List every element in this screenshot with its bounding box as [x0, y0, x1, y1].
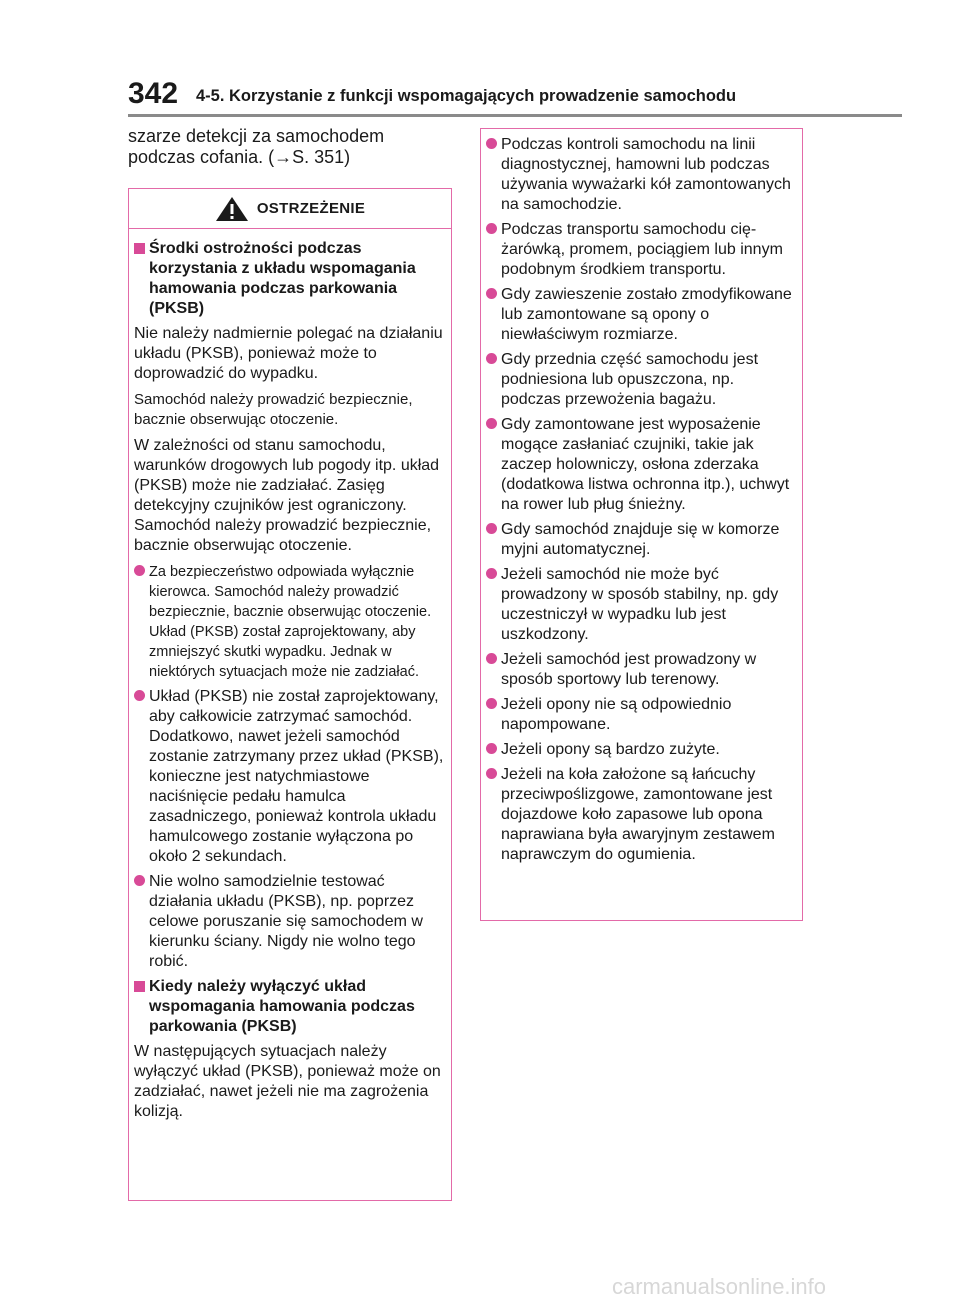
paragraph: Samochód należy prowadzić bezpiecznie, bacznie obserwując otoczenie. — [134, 391, 413, 428]
warning-heading-2 — [134, 977, 446, 1037]
list-item-text: Gdy zamontowane jest wyposażenie mogące zasłaniać czujniki, takie jak zaczep holowniczy, osłona zderzaka (dodatkowa listwa ochronna itp.), uchwyt na rower lub pług śnieżny. — [501, 416, 790, 513]
list-item — [134, 872, 446, 972]
round-bullet-icon — [486, 653, 497, 664]
round-bullet-icon — [486, 223, 497, 234]
watermark: carmanualsonline.info — [612, 1274, 827, 1299]
list-item-text: Jeżeli opony nie są odpowiednio napompowane. — [501, 696, 732, 733]
round-bullet-icon — [486, 138, 497, 149]
list-item — [486, 135, 797, 215]
list-item — [486, 650, 797, 690]
warning-header — [129, 189, 451, 229]
list-item — [486, 350, 797, 410]
list-item-text: Jeżeli samochód nie może być prowadzony w sposób stabilny, np. gdy uczestniczył w wypadku lub jest uszkodzony. — [501, 566, 779, 643]
intro-line-1: szarze detekcji za samochodem — [128, 126, 385, 146]
list-item — [134, 687, 446, 867]
paragraph: W zależności od stanu samochodu, warunków drogowych lub pogody itp. układ (PKSB) może nie zadziałać. Zasięg detekcyjny czujników jest ograniczony. Samochód należy prowadzić bezpiecznie, bacznie obserwując otoczenie. — [134, 437, 440, 554]
warning-title: OSTRZEŻENIE — [256, 200, 366, 217]
intro-text — [128, 126, 450, 168]
round-bullet-icon — [134, 875, 145, 886]
list-item-text: Gdy zawieszenie zostało zmodyfikowane lub zamontowane są opony o niewłaściwym rozmiarze. — [501, 286, 792, 343]
round-bullet-icon — [486, 698, 497, 709]
round-bullet-icon — [134, 690, 145, 701]
warning-heading-1 — [134, 239, 446, 319]
list-item-text: Gdy samochód znajduje się w komorze myjni automatycznej. — [501, 521, 780, 558]
round-bullet-icon — [486, 743, 497, 754]
conditions-box — [480, 128, 803, 921]
square-bullet-icon — [134, 243, 145, 254]
warning-triangle-icon — [215, 196, 249, 222]
list-item-text: Układ (PKSB) nie został zaprojektowany, aby całkowicie zatrzymać samochód. Dodatkowo, nawet jeżeli samochód zostanie zatrzymany przez układ (PKSB), konieczne jest natychmiastowe naciśnięcie pedału hamulca zasadniczego, ponieważ kontrola układu hamulcowego zostanie wyłączona po około 2 sekundach. — [149, 688, 444, 865]
paragraph: Nie należy nadmiernie polegać na działaniu układu (PKSB), ponieważ może to doprowadzić do wypadku. — [134, 325, 443, 382]
round-bullet-icon — [486, 568, 497, 579]
list-item-text: Jeżeli samochód jest prowadzony w sposób sportowy lub terenowy. — [501, 651, 757, 688]
list-item — [486, 415, 797, 515]
list-item — [486, 285, 797, 345]
round-bullet-icon — [486, 768, 497, 779]
round-bullet-icon — [486, 353, 497, 364]
list-item-text: Podczas transportu samochodu ciężarówką, promem, pociągiem lub innym podobnym środkiem transportu. — [501, 221, 783, 278]
list-item — [486, 695, 797, 735]
page-header — [128, 78, 902, 118]
paragraph: W następujących sytuacjach należy wyłączyć układ (PKSB), ponieważ może on zadziałać, nawet jeżeli nie ma zagrożenia kolizją. — [134, 1043, 441, 1120]
section-title: 4-5. Korzystanie z funkcji wspomagających prowadzenie samochodu — [196, 87, 737, 105]
heading-text: Kiedy należy wyłączyć układ wspomagania hamowania podczas parkowania (PKSB) — [149, 978, 415, 1035]
header-divider — [128, 114, 902, 117]
list-item — [134, 562, 446, 682]
square-bullet-icon — [134, 981, 145, 992]
list-item — [486, 765, 797, 865]
round-bullet-icon — [134, 565, 145, 576]
round-bullet-icon — [486, 288, 497, 299]
list-item-text: Nie wolno samodzielnie testować działania układu (PKSB), np. poprzez celowe poruszanie się samochodem w kierunku ściany. Nigdy nie wolno tego robić. — [149, 873, 423, 970]
list-item-text: Jeżeli na koła założone są łańcuchy przeciwpoślizgowe, zamontowane jest dojazdowe koło zapasowe lub opona naprawiana była awaryjnym zestawem naprawczym do ogumienia. — [501, 766, 775, 863]
list-item-text: Jeżeli opony są bardzo zużyte. — [501, 741, 720, 758]
list-item-text: Gdy przednia część samochodu jest podniesiona lub opuszczona, np. podczas przewożenia bagażu. — [501, 351, 759, 408]
list-item — [486, 520, 797, 560]
conditions-list — [481, 129, 802, 865]
list-item — [486, 565, 797, 645]
intro-line-2: podczas cofania. (→S. 351) — [128, 147, 351, 167]
page-number: 342 — [128, 77, 179, 110]
heading-text: Środki ostrożności podczas korzystania z układu wspomagania hamowania podczas parkowania (PKSB) — [149, 240, 416, 317]
list-item-text: Podczas kontroli samochodu na linii diagnostycznej, hamowni lub podczas używania wyważarki kół zamontowanych na samochodzie. — [501, 136, 791, 213]
warning-box — [128, 188, 452, 1201]
round-bullet-icon — [486, 523, 497, 534]
list-item-text: Za bezpieczeństwo odpowiada wyłącznie kierowca. Samochód należy prowadzić bezpiecznie, bacznie obserwując otoczenie. Układ (PKSB) został zaprojektowany, aby zmniejszyć skutki wypadku. Jednak w niektórych sytuacjach może nie zadziałać. — [149, 564, 432, 680]
round-bullet-icon — [486, 418, 497, 429]
list-item — [486, 220, 797, 280]
warning-body — [129, 239, 451, 1122]
list-item — [486, 740, 797, 760]
